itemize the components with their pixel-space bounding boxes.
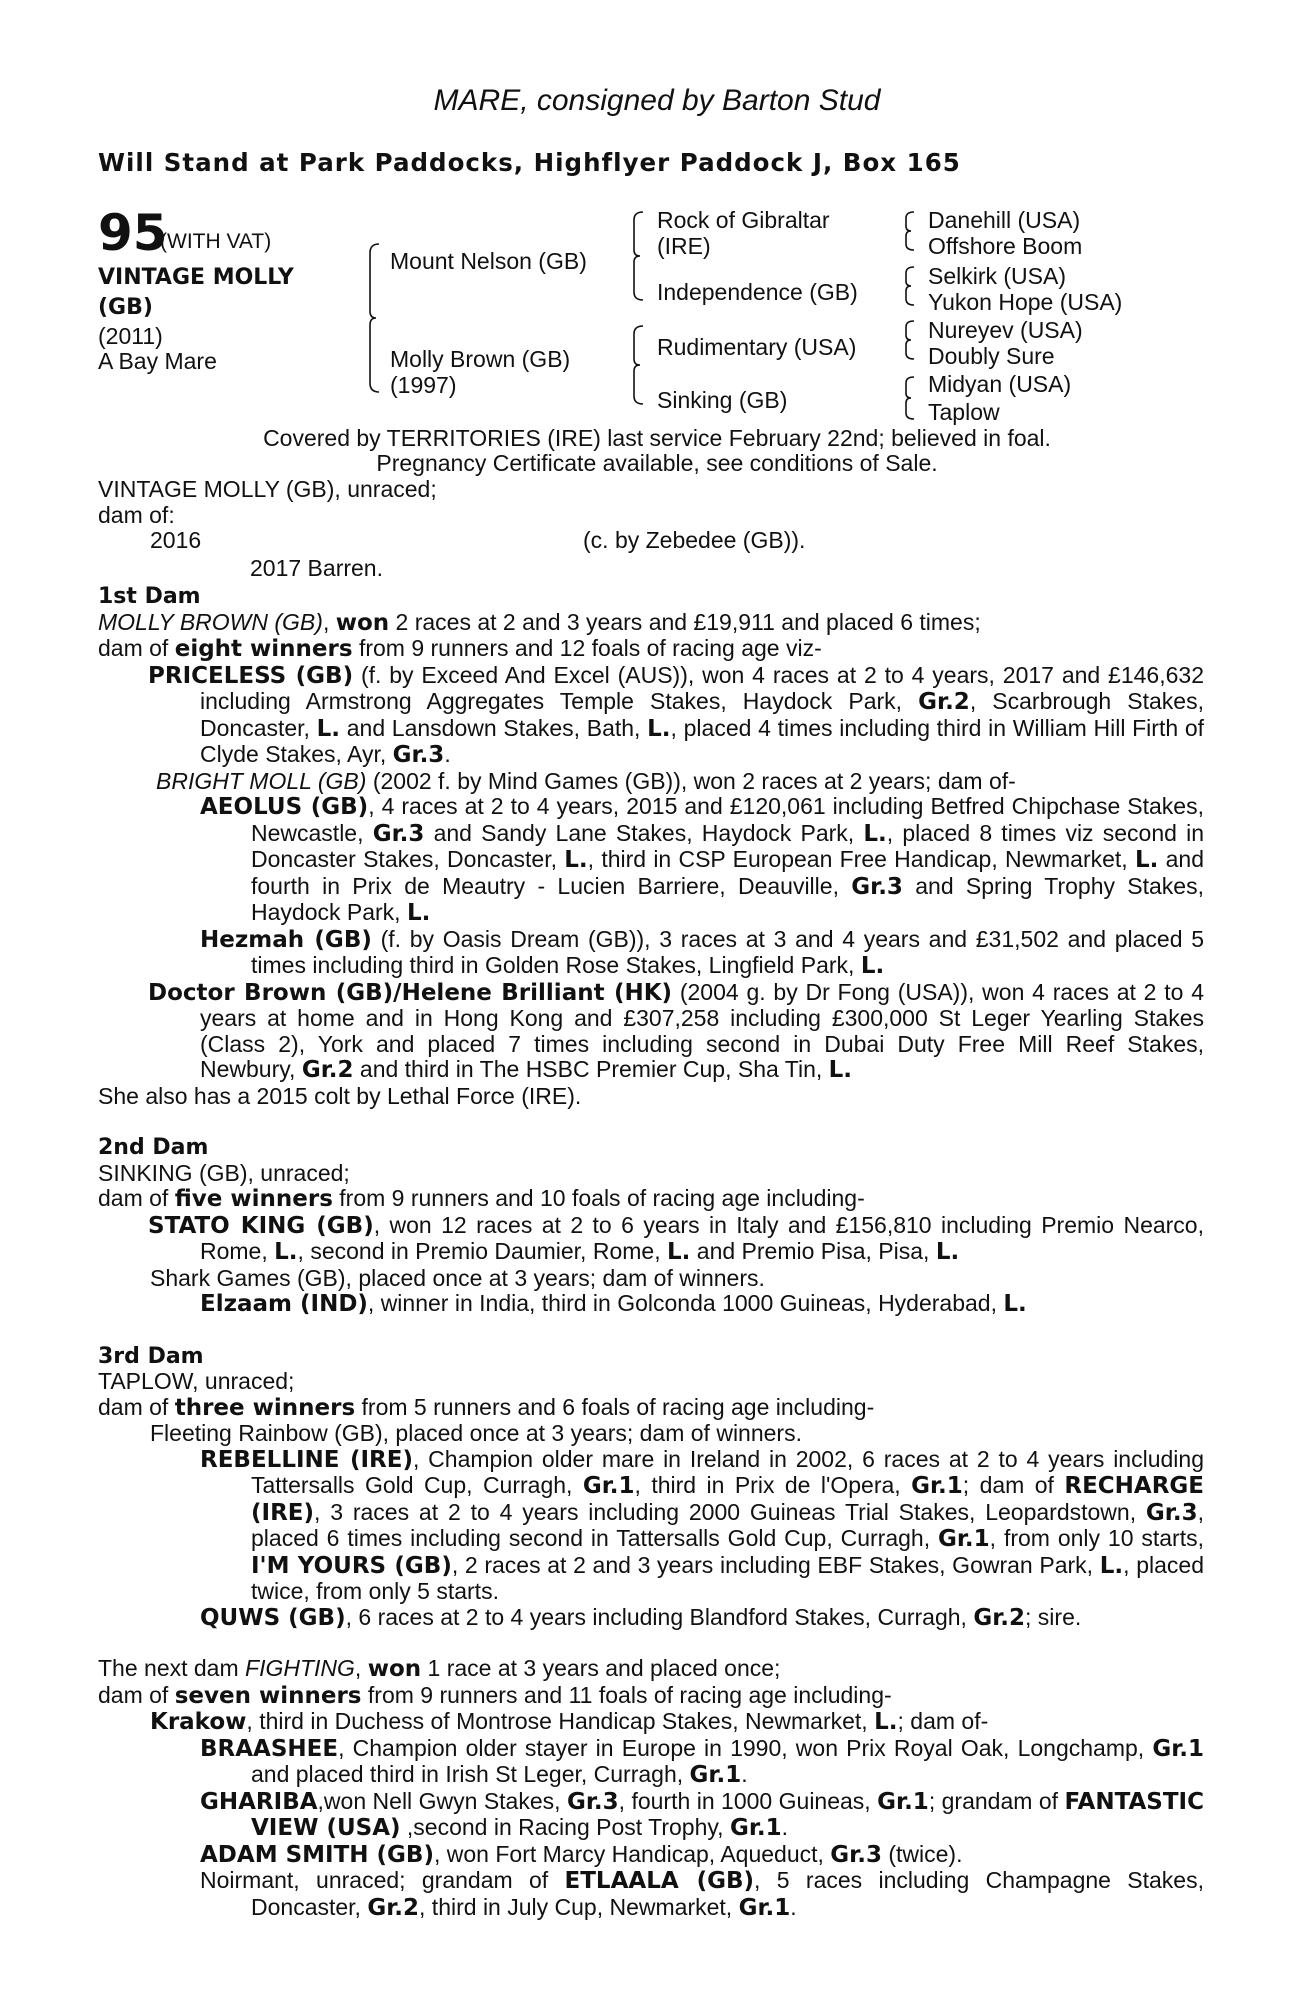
second-dam-heading: 2nd Dam bbox=[98, 1135, 209, 1160]
grandprogeny-quws: QUWS (GB), 6 races at 2 to 4 years including Blandford Stakes, Curragh, Gr.2; sire. bbox=[200, 1603, 1082, 1631]
consignor-line: MARE, consigned by Barton Stud bbox=[433, 84, 881, 117]
third-dam-produce-record: dam of three winners from 5 runners and 6 foals of racing age including- bbox=[98, 1393, 875, 1421]
horse-name bbox=[98, 263, 294, 323]
progeny-fleeting-rainbow: Fleeting Rainbow (GB), placed once at 3 years; dam of winners. bbox=[150, 1420, 802, 1446]
first-dam-also-note: She also has a 2015 colt by Lethal Force (IRE). bbox=[98, 1082, 582, 1109]
produce-dam-of: dam of: bbox=[98, 502, 175, 528]
stand-location: Will Stand at Park Paddocks, Highflyer Paddock J, Box 165 bbox=[98, 148, 961, 177]
ancestor-danehill: Danehill (USA) bbox=[928, 207, 1081, 233]
pedigree-brace-dam bbox=[632, 325, 644, 405]
grandprogeny-hezmah: Hezmah (GB) (f. by Oasis Dream (GB)), 3 races at 3 and 4 years and £31,502 and placed 5 times including third in Golden Rose Stakes, Lingfield Park, L. bbox=[200, 925, 1204, 979]
next-dam-produce-record: dam of seven winners from 9 runners and 11 foals of racing age including- bbox=[98, 1681, 892, 1709]
third-dam-heading: 3rd Dam bbox=[98, 1343, 204, 1369]
ancestor-nureyev: Nureyev (USA) bbox=[928, 317, 1083, 343]
sire-sire-name: Rock of Gibraltar bbox=[657, 207, 830, 233]
lot-number: 95 bbox=[98, 204, 168, 262]
progeny-krakow: Krakow, third in Duchess of Montrose Handicap Stakes, Newmarket, L.; dam of- bbox=[150, 1708, 989, 1735]
dam-sire-name: Rudimentary (USA) bbox=[657, 334, 857, 360]
pedigree-brace-g1 bbox=[904, 211, 915, 251]
grandprogeny-adam-smith: ADAM SMITH (GB), won Fort Marcy Handicap, Aqueduct, Gr.3 (twice). bbox=[200, 1840, 963, 1868]
first-dam-summary: MOLLY BROWN (GB), won 2 races at 2 and 3 years and £19,911 and placed 6 times; bbox=[98, 608, 981, 636]
first-dam-heading: 1st Dam bbox=[98, 584, 201, 609]
grandprogeny-rebelline: REBELLINE (IRE), Champion older mare in Ireland in 2002, 6 races at 2 to 4 years including Tattersalls Gold Cup, Curragh, Gr.1, third in Prix de l'Opera, Gr.1; dam of RECHARGE (IRE), 3 races at 2 to 4 years including 2000 Guineas Trial Stakes, Leopardstown, Gr.3, placed 6 times including second in Tattersalls Gold Cup, Curragh, Gr.1, from only 10 starts, I'M YOURS (GB), 2 races at 2 and 3 years including EBF Stakes, Gowran Park, L., placed twice, from only 5 starts. bbox=[200, 1445, 1205, 1604]
ancestor-doubly-sure: Doubly Sure bbox=[928, 343, 1055, 369]
pregnancy-note: Pregnancy Certificate available, see conditions of Sale. bbox=[376, 450, 938, 476]
progeny-bright-moll: BRIGHT MOLL (GB) (2002 f. by Mind Games (GB)), won 2 races at 2 years; dam of- bbox=[156, 767, 1016, 794]
pedigree-brace-main bbox=[368, 243, 380, 393]
pedigree-brace-g4 bbox=[904, 376, 915, 420]
horse-year: (2011) bbox=[98, 323, 163, 349]
horse-name-line2: (GB) bbox=[98, 295, 153, 320]
progeny-stato-king: STATO KING (GB), won 12 races at 2 to 6 years in Italy and £156,810 including Premio Nearco, Rome, L., second in Premio Daumier, Rome, L. and Premio Pisa, Pisa, L. bbox=[148, 1211, 1204, 1265]
ancestor-taplow: Taplow bbox=[928, 399, 1000, 425]
produce-intro: VINTAGE MOLLY (GB), unraced; bbox=[98, 476, 437, 502]
produce-year-2016: 2016 bbox=[150, 527, 202, 553]
dam-name: Molly Brown (GB) bbox=[390, 346, 571, 372]
progeny-doctor-brown: Doctor Brown (GB)/Helene Brilliant (HK) (2004 g. by Dr Fong (USA)), won 4 races at 2 to 4 years at home and in Hong Kong and £307,258 including £300,000 St Leger Yearling Stakes (Class 2), York and placed 7 times including second in Dubai Duty Free Mill Reef Stakes, Newbury, Gr.2 and third in The HSBC Premier Cup, Sha Tin, L. bbox=[148, 978, 1204, 1083]
first-dam-produce-record: dam of eight winners from 9 runners and 12 foals of racing age viz- bbox=[98, 635, 822, 662]
vat-note: (WITH VAT) bbox=[160, 230, 272, 253]
horse-description: A Bay Mare bbox=[98, 348, 217, 374]
grandprogeny-aeolus: AEOLUS (GB), 4 races at 2 to 4 years, 2015 and £120,061 including Betfred Chipchase Stakes, Newcastle, Gr.3 and Sandy Lane Stakes, Haydock Park, L., placed 8 times viz second in Doncaster Stakes, Doncaster, L., third in CSP European Free Handicap, Newmarket, L. and fourth in Prix de Meautry - Lucien Barriere, Deauville, Gr.3 and Spring Trophy Stakes, Haydock Park, L. bbox=[200, 793, 1205, 926]
grandprogeny-noirmant: Noirmant, unraced; grandam of ETLAALA (GB), 5 races including Champagne Stakes, Doncaster, Gr.2, third in July Cup, Newmarket, Gr.1. bbox=[200, 1867, 1204, 1921]
dam-year: (1997) bbox=[390, 372, 457, 398]
next-dam-summary: The next dam FIGHTING, won 1 race at 3 years and placed once; bbox=[98, 1655, 781, 1682]
catalogue-body bbox=[98, 583, 1204, 1921]
grandprogeny-elzaam: Elzaam (IND), winner in India, third in Golconda 1000 Guineas, Hyderabad, L. bbox=[200, 1290, 1027, 1317]
progeny-shark-games: Shark Games (GB), placed once at 3 years; dam of winners. bbox=[150, 1264, 765, 1291]
pedigree-brace-g3 bbox=[904, 320, 915, 360]
horse-name-line1: VINTAGE MOLLY bbox=[98, 265, 294, 290]
pedigree-brace-sire bbox=[632, 211, 644, 301]
ancestor-offshore-boom: Offshore Boom bbox=[928, 233, 1083, 259]
second-dam-summary: SINKING (GB), unraced; bbox=[98, 1159, 350, 1186]
sire-sire-country: (IRE) bbox=[657, 233, 711, 259]
dam-dam-name: Sinking (GB) bbox=[657, 387, 788, 413]
sire-name: Mount Nelson (GB) bbox=[390, 248, 587, 274]
second-dam-produce-record: dam of five winners from 9 runners and 10 foals of racing age including- bbox=[98, 1185, 865, 1212]
third-dam-summary: TAPLOW, unraced; bbox=[98, 1368, 295, 1394]
ancestor-yukon-hope: Yukon Hope (USA) bbox=[928, 289, 1123, 315]
pedigree-brace-g2 bbox=[904, 266, 915, 306]
ancestor-selkirk: Selkirk (USA) bbox=[928, 263, 1067, 289]
progeny-priceless: PRICELESS (GB) (f. by Exceed And Excel (AUS)), won 4 races at 2 to 4 years, 2017 and £146,632 including Armstrong Aggregates Temple Stakes, Haydock Park, Gr.2, Scarbrough Stakes, Doncaster, L. and Lansdown Stakes, Bath, L., placed 4 times including third in William Hill Firth of Clyde Stakes, Ayr, Gr.3. bbox=[148, 661, 1204, 768]
sire-dam-name: Independence (GB) bbox=[657, 279, 858, 305]
grandprogeny-ghariba: GHARIBA,won Nell Gwyn Stakes, Gr.3, fourth in 1000 Guineas, Gr.1; grandam of FANTASTIC VIEW (USA) ,second in Racing Post Trophy, Gr.1. bbox=[200, 1787, 1204, 1841]
covering-note: Covered by TERRITORIES (IRE) last service February 22nd; believed in foal. bbox=[263, 425, 1051, 451]
produce-year-2017: 2017 Barren. bbox=[250, 555, 383, 581]
grandprogeny-braashee: BRAASHEE, Champion older stayer in Europe in 1990, won Prix Royal Oak, Longchamp, Gr.1 and placed third in Irish St Leger, Curragh, Gr.1. bbox=[200, 1734, 1204, 1788]
produce-2016-detail: (c. by Zebedee (GB)). bbox=[583, 527, 806, 553]
ancestor-midyan: Midyan (USA) bbox=[928, 371, 1072, 397]
